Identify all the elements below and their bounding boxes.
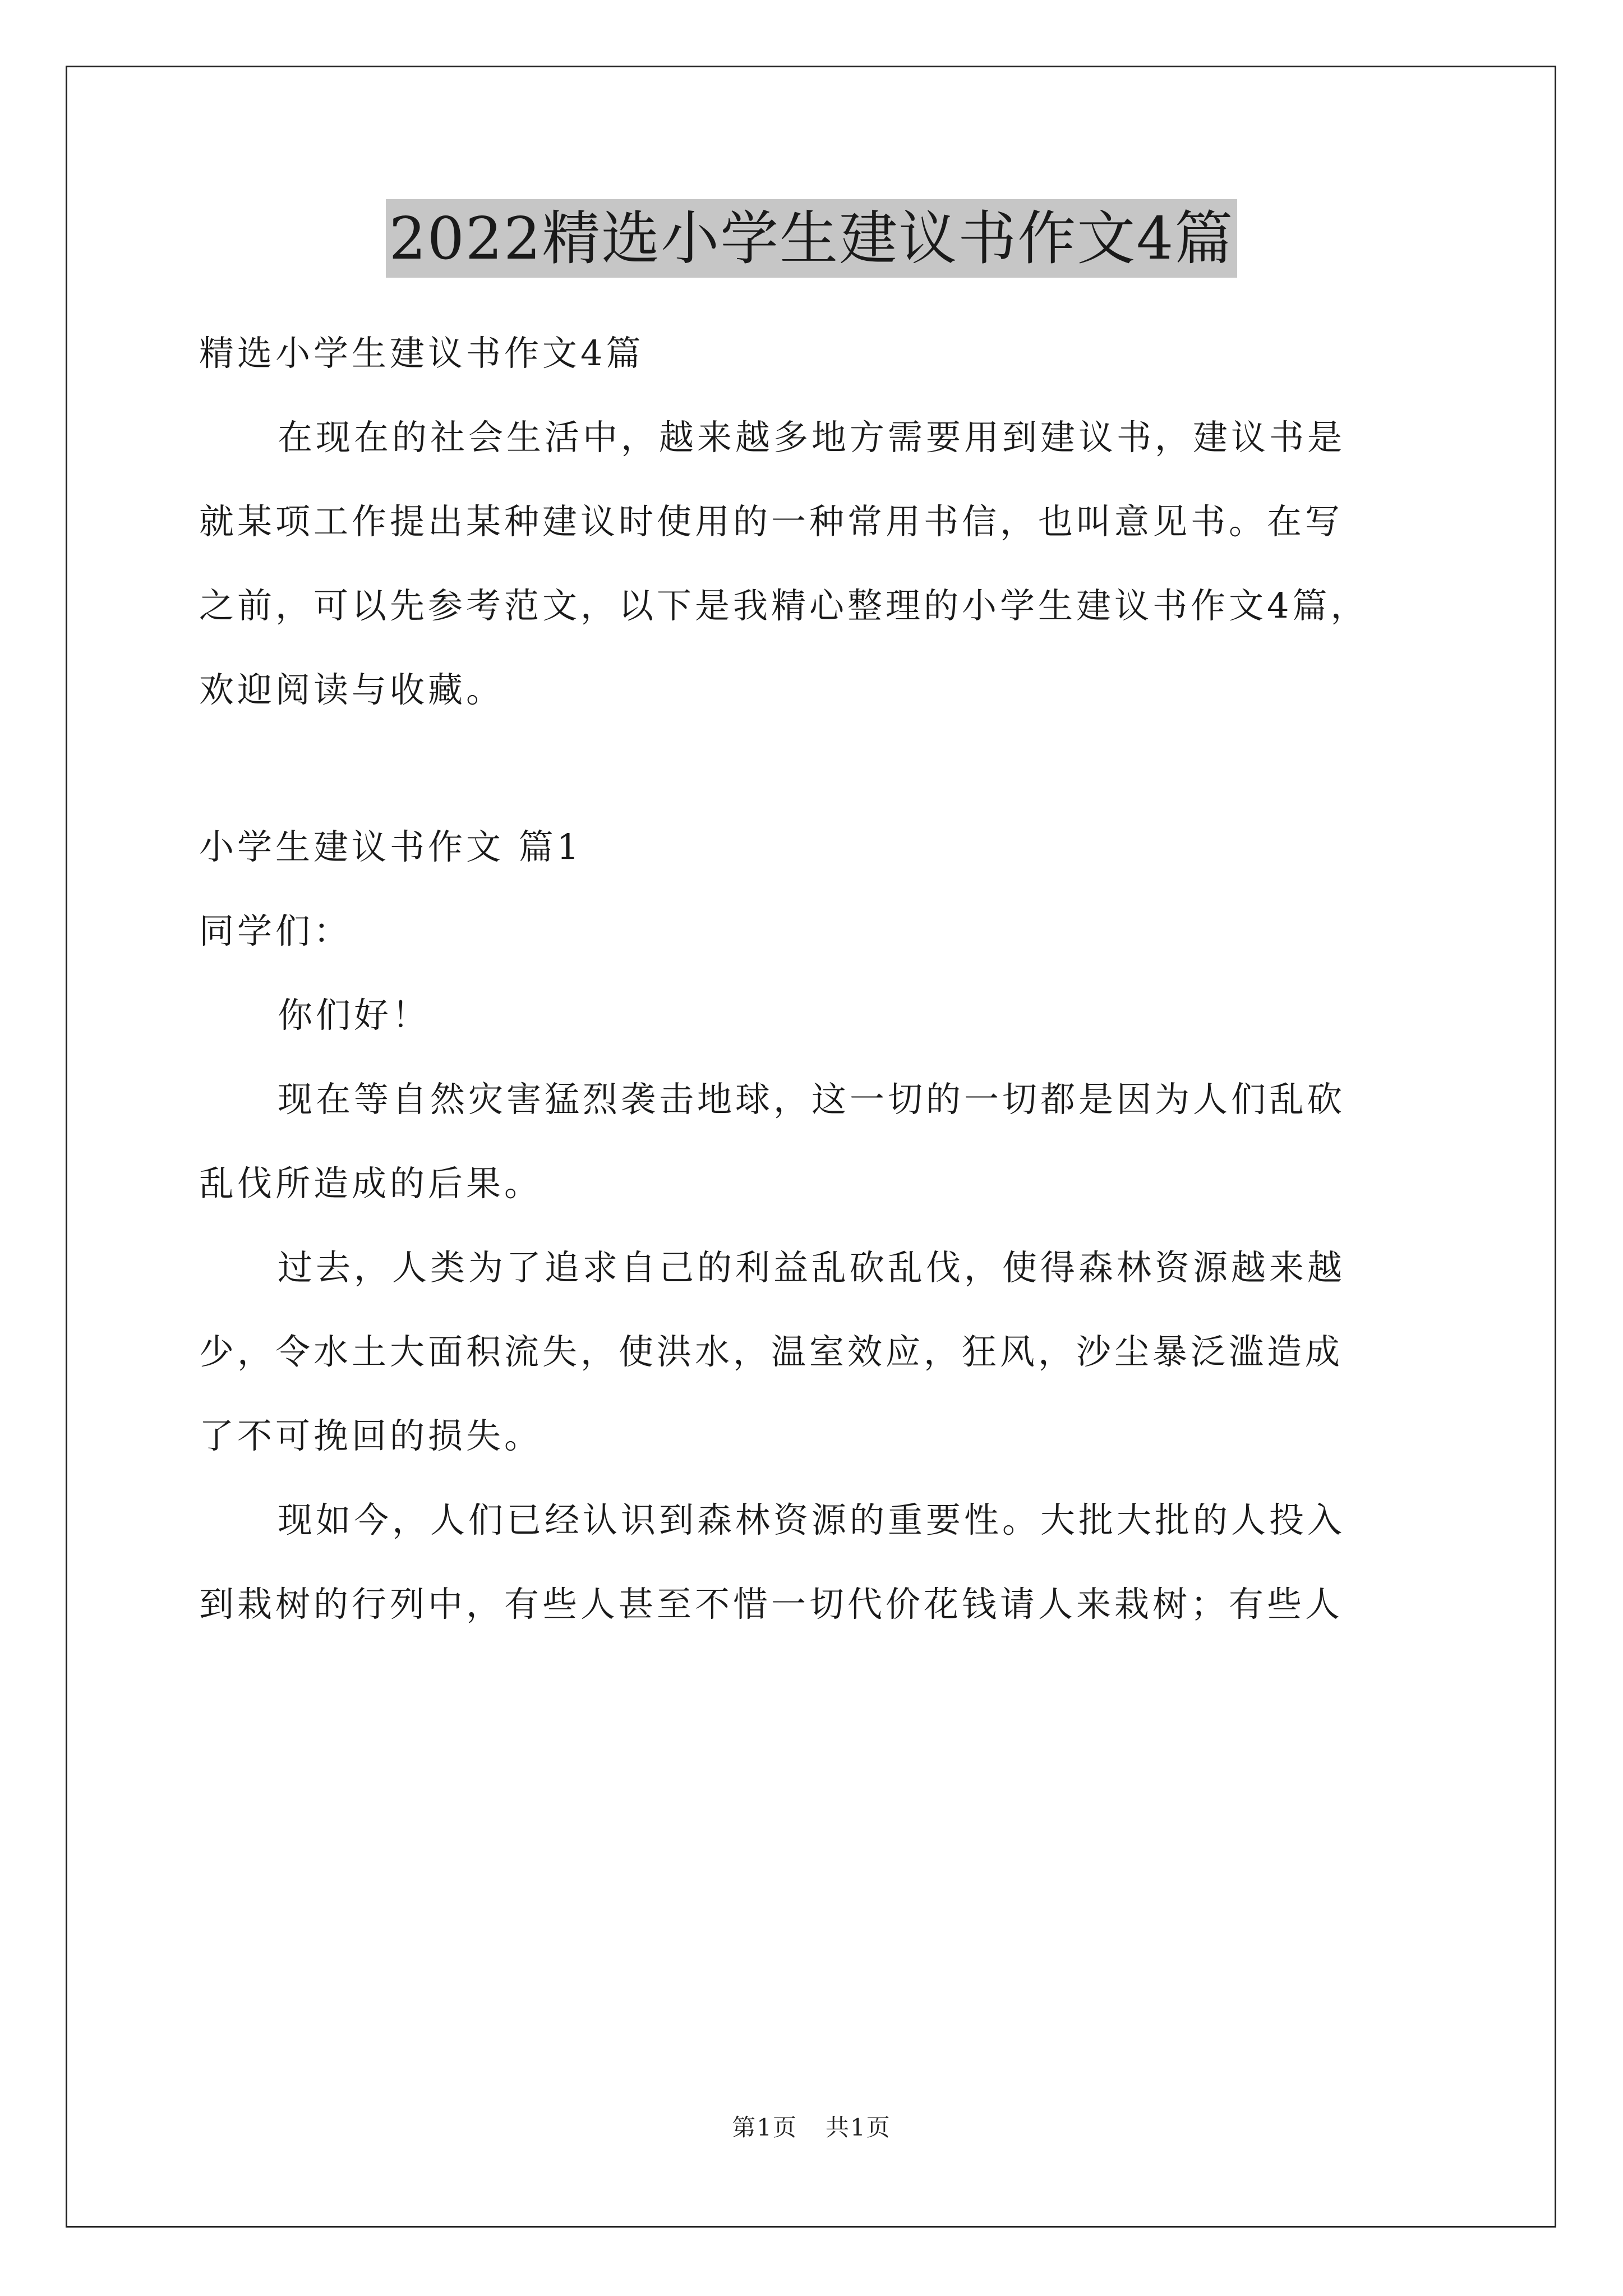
paragraph-line: 现在等自然灾害猛烈袭击地球，这一切的一切都是因为人们乱砍 xyxy=(278,1079,1346,1120)
document-title: 2022精选小学生建议书作文4篇 xyxy=(386,199,1238,278)
paragraph-line: 过去，人类为了追求自己的利益乱砍乱伐，使得森林资源越来越 xyxy=(278,1247,1346,1288)
paragraph-line: 现如今，人们已经认识到森林资源的重要性。大批大批的人投入 xyxy=(278,1499,1346,1540)
salutation: 同学们： xyxy=(199,910,352,951)
paragraph-line: 少，令水土大面积流失，使洪水，温室效应，狂风，沙尘暴泛滥造成 xyxy=(199,1331,1344,1372)
intro-line: 在现在的社会生活中，越来越多地方需要用到建议书，建议书是 xyxy=(278,417,1346,458)
section-gap xyxy=(199,732,1467,805)
page-number-current: 第1页 xyxy=(732,2114,797,2141)
document-subtitle: 精选小学生建议书作文4篇 xyxy=(199,333,644,374)
paragraph-line: 乱伐所造成的后果。 xyxy=(199,1163,543,1204)
paragraph-line: 了不可挽回的损失。 xyxy=(199,1415,543,1456)
section-heading: 小学生建议书作文 篇1 xyxy=(199,826,583,867)
intro-line: 之前，可以先参考范文，以下是我精心整理的小学生建议书作文4篇， xyxy=(199,585,1369,626)
intro-line: 欢迎阅读与收藏。 xyxy=(199,669,505,710)
page-number-total: 共1页 xyxy=(826,2114,891,2141)
paragraph-line: 到栽树的行列中，有些人甚至不惜一切代价花钱请人来栽树；有些人 xyxy=(199,1584,1344,1625)
intro-line: 就某项工作提出某种建议时使用的一种常用书信，也叫意见书。在写 xyxy=(199,501,1344,542)
greeting: 你们好！ xyxy=(278,995,431,1036)
page-footer xyxy=(0,2109,1623,2143)
document-body xyxy=(199,311,1467,1646)
title-container xyxy=(0,199,1623,278)
